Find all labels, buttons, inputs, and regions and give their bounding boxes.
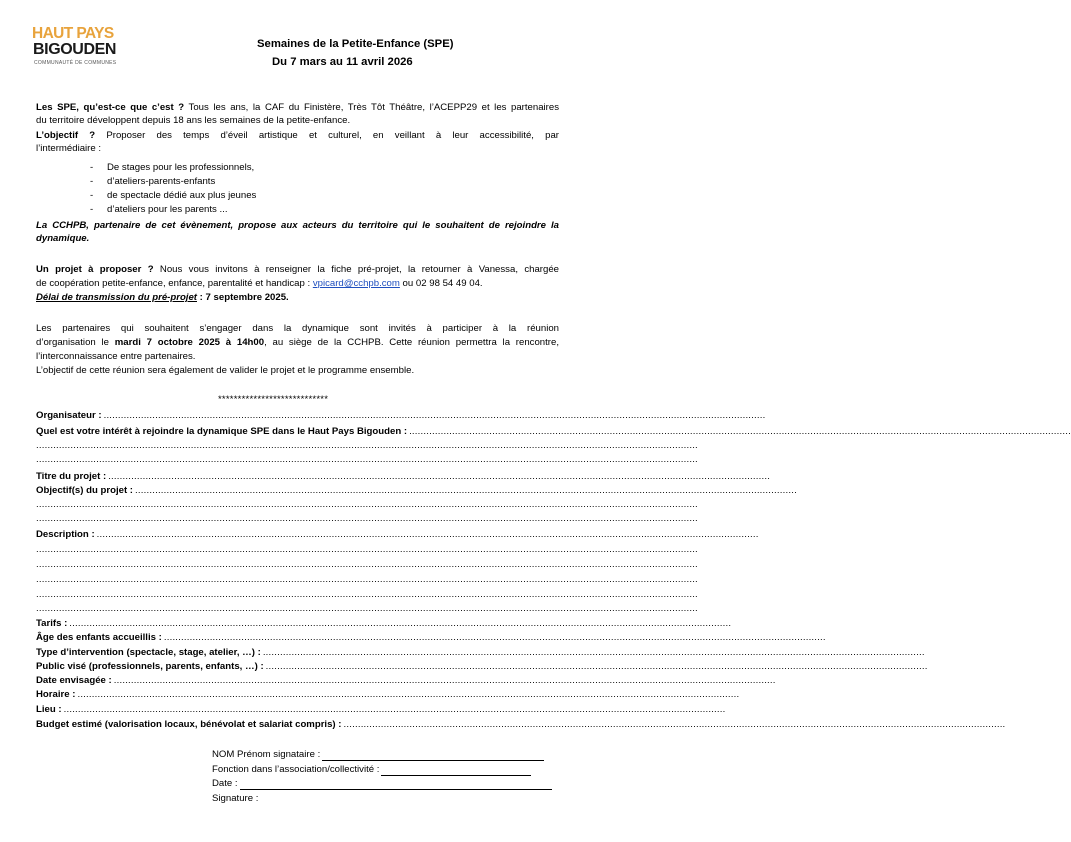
list-item: - De stages pour les professionnels,: [90, 162, 255, 173]
intro-objective-label: L’objectif ?: [36, 130, 96, 141]
intro-q1-text: Tous les ans, la CAF du Finistère, Très Tôt Théâtre, l’ACEPP29 et les partenaires: [184, 102, 560, 113]
signature-nom[interactable]: NOM Prénom signataire :: [212, 748, 544, 761]
field-description-line[interactable]: .......................................................................................................................................................................................................................................: [36, 559, 698, 570]
field-organisateur[interactable]: Organisateur : .......................................................................................................................................................................................................................................: [36, 410, 766, 421]
signature-date-line[interactable]: [240, 779, 552, 790]
field-description-line[interactable]: .......................................................................................................................................................................................................................................: [36, 589, 698, 600]
field-lieu[interactable]: Lieu : .......................................................................................................................................................................................................................................: [36, 704, 726, 715]
reunion-date: mardi 7 octobre 2025 à 14h00: [114, 337, 265, 348]
signature-date[interactable]: Date :: [212, 777, 552, 790]
field-objectifs-line[interactable]: .......................................................................................................................................................................................................................................: [36, 513, 698, 524]
projet-text: Nous vous invitons à renseigner la fiche pré-projet, la retourner à Vanessa, chargée: [153, 264, 559, 275]
delai-line: Délai de transmission du pré-projet : 7 septembre 2025.: [36, 292, 289, 303]
reunion-line-3: l’interconnaissance entre partenaires.: [36, 351, 196, 362]
field-public[interactable]: Public visé (professionnels, parents, enfants, …) : .......................................................................................................................................................................................................................................: [36, 661, 928, 672]
field-objectifs-line[interactable]: .......................................................................................................................................................................................................................................: [36, 499, 698, 510]
field-date[interactable]: Date envisagée : .......................................................................................................................................................................................................................................: [36, 675, 776, 686]
signature-signature[interactable]: Signature :: [212, 793, 259, 804]
field-interet[interactable]: Quel est votre intérêt à rejoindre la dynamique SPE dans le Haut Pays Bigouden : .......................................................................................................................................................................................................................................: [36, 426, 1071, 437]
field-interet-line[interactable]: .......................................................................................................................................................................................................................................: [36, 454, 698, 465]
intro-objective-line-1: [36, 130, 559, 143]
delai-label: Délai de transmission du pré-projet: [36, 292, 197, 303]
field-description[interactable]: Description : .......................................................................................................................................................................................................................................: [36, 529, 759, 540]
projet-line-1: [36, 264, 559, 277]
reunion-line-2: d’organisation le mardi 7 octobre 2025 à 14h00, au siège de la CCHPB. Cette réunion permettra la rencontre,: [36, 337, 559, 348]
intro-q1-line-2: du territoire développent depuis 18 ans les semaines de la petite-enfance.: [36, 115, 351, 126]
field-interet-line[interactable]: .......................................................................................................................................................................................................................................: [36, 440, 698, 451]
intro-objective-line-2: l’intermédiaire :: [36, 143, 102, 154]
field-horaire[interactable]: Horaire : .......................................................................................................................................................................................................................................: [36, 689, 740, 700]
intro-objective-text: Proposer des temps d’éveil artistique et culturel, en veillant à leur accessibilité, par: [95, 130, 560, 141]
list-item: - d’ateliers-parents-enfants: [90, 176, 216, 187]
field-tarifs[interactable]: Tarifs : .......................................................................................................................................................................................................................................: [36, 618, 732, 629]
projet-line-2: de coopération petite-enfance, enfance, parentalité et handicap : vpicard@cchpb.com ou 02 98 54 49 04.: [36, 278, 483, 289]
haut-pays-bigouden-logo: [32, 26, 128, 72]
list-item: - de spectacle dédié aux plus jeunes: [90, 190, 257, 201]
delai-date: 7 septembre 2025.: [205, 292, 289, 303]
projet-label: Un projet à proposer ?: [36, 264, 154, 275]
signature-nom-line[interactable]: [322, 750, 544, 761]
field-type-intervention[interactable]: Type d’intervention (spectacle, stage, atelier, …) : .......................................................................................................................................................................................................................................: [36, 647, 925, 658]
field-objectifs[interactable]: Objectif(s) du projet : .......................................................................................................................................................................................................................................: [36, 485, 797, 496]
field-description-line[interactable]: .......................................................................................................................................................................................................................................: [36, 574, 698, 585]
cchpb-partner-line-2: dynamique.: [36, 233, 90, 244]
logo-line-3: COMMUNAUTÉ DE COMMUNES: [34, 60, 117, 66]
logo-line-1: HAUT PAYS: [32, 25, 114, 42]
intro-q1-label: Les SPE, qu’est-ce que c’est ?: [36, 102, 185, 113]
reunion-line-4: L’objectif de cette réunion sera également de valider le projet et le programme ensemble.: [36, 365, 415, 376]
field-budget[interactable]: Budget estimé (valorisation locaux, bénévolat et salariat compris) : .......................................................................................................................................................................................................................................: [36, 719, 1006, 730]
cchpb-partner-line-1: La CCHPB, partenaire de cet évènement, propose aux acteurs du territoire qui le souhaitent de rejoindre la: [36, 220, 559, 231]
intro-q1-line-1: [36, 102, 559, 115]
contact-email-link[interactable]: vpicard@cchpb.com: [312, 278, 400, 289]
contact-phone: ou 02 98 54 49 04.: [399, 278, 483, 289]
document-dates: Du 7 mars au 11 avril 2026: [272, 56, 413, 68]
reunion-line-1: Les partenaires qui souhaitent s’engager dans la dynamique sont invités à participer à la réunion: [36, 323, 559, 334]
field-age[interactable]: Âge des enfants accueillis : .......................................................................................................................................................................................................................................: [36, 632, 826, 643]
list-item: - d’ateliers pour les parents ...: [90, 204, 228, 215]
field-description-line[interactable]: .......................................................................................................................................................................................................................................: [36, 603, 698, 614]
separator-stars: ****************************: [218, 394, 329, 405]
logo-line-2: BIGOUDEN: [33, 41, 117, 58]
field-description-line[interactable]: .......................................................................................................................................................................................................................................: [36, 544, 698, 555]
signature-fonction[interactable]: Fonction dans l’association/collectivité :: [212, 763, 531, 776]
field-titre[interactable]: Titre du projet : .......................................................................................................................................................................................................................................: [36, 471, 771, 482]
signature-fonction-line[interactable]: [381, 765, 531, 776]
document-title: Semaines de la Petite-Enfance (SPE): [257, 38, 454, 50]
